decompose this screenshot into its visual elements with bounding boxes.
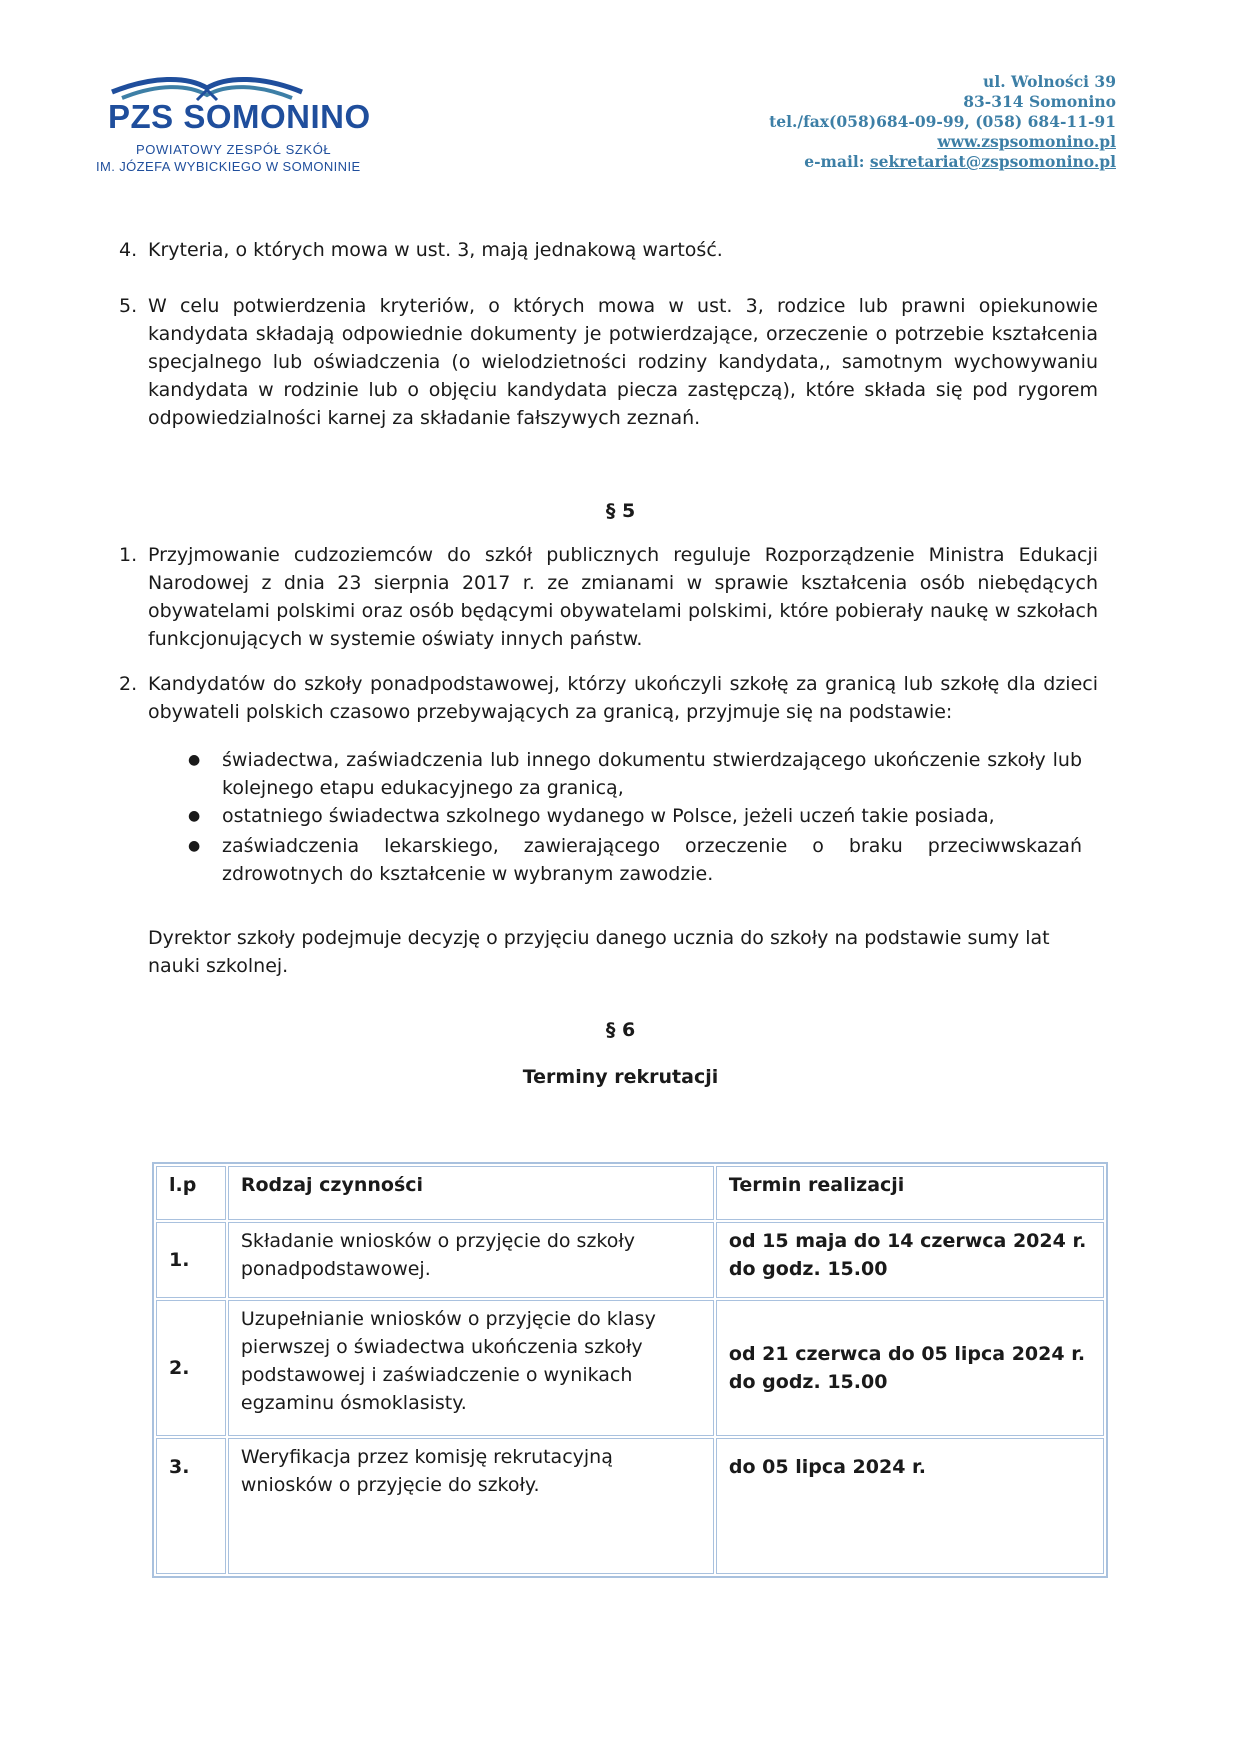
bullet-icon: ● <box>188 752 201 768</box>
website-link[interactable]: www.zspsomonino.pl <box>937 132 1116 151</box>
table-row <box>156 1438 1104 1574</box>
bullet-item: ostatniego świadectwa szkolnego wydanego w Polsce, jeżeli uczeń takie posiada, <box>222 805 995 827</box>
item-number: 2. <box>119 673 138 695</box>
phone-fax: tel./fax(058)684-09-99, (058) 684-11-91 <box>769 112 1116 131</box>
recruitment-schedule-table <box>152 1162 1108 1578</box>
email-label: e-mail: <box>804 152 870 171</box>
table-row <box>156 1300 1104 1436</box>
table-cell-deadline: do 05 lipca 2024 r. <box>716 1438 1104 1574</box>
table-header-cell: Termin realizacji <box>716 1166 1104 1220</box>
address-street: ul. Wolności 39 <box>983 72 1116 91</box>
item-number: 1. <box>119 544 138 566</box>
table-cell-number: 3. <box>156 1438 226 1574</box>
table-header-row <box>156 1166 1104 1220</box>
bullet-icon: ● <box>188 838 201 854</box>
bullet-item: zaświadczenia lekarskiego, zawierającego orzeczenie o braku przeciwwskazań zdrowotnych do kształcenie w wybranym zawodzie. <box>222 835 1082 885</box>
bullet-item: świadectwa, zaświadczenia lub innego dokumentu stwierdzającego ukończenie szkoły lub kolejnego etapu edukacyjnego za granicą, <box>222 749 1082 799</box>
table-cell-number: 2. <box>156 1300 226 1436</box>
item-text: Przyjmowanie cudzoziemców do szkół publicznych reguluje Rozporządzenie Ministra Edukacji Narodowej z dnia 23 sierpnia 2017 r. ze zmianami w sprawie kształcenia osób niebędących obywatelami polskimi oraz osób będącymi obywatelami polskimi, które pobierały naukę w szkołach funkcjonujących w systemie oświaty innych państw. <box>148 544 1098 650</box>
item-text: W celu potwierdzenia kryteriów, o których mowa w ust. 3, rodzice lub prawni opiekunowie kandydata składają odpowiednie dokumenty je potwierdzające, orzeczenie o potrzebie kształcenia specjalnego lub oświadczenia (o wielodzietności rodziny kandydata,, samotnym wychowywaniu kandydata w rodzinie lub o objęciu kandydata piecza zastępczą), które składa się pod rygorem odpowiedzialności karnej za składanie fałszywych zeznań. <box>148 295 1098 429</box>
section-heading: § 5 <box>605 500 636 522</box>
item-text: Kandydatów do szkoły ponadpodstawowej, którzy ukończyli szkołę za granicą lub szkołę dla dzieci obywateli polskich czasowo przebywających za granicą, przyjmuje się na podstawie: <box>148 673 1098 723</box>
table-cell-activity: Weryfikacja przez komisję rekrutacyjną wniosków o przyjęcie do szkoły. <box>228 1438 714 1574</box>
address-city: 83-314 Somonino <box>963 92 1116 111</box>
email-link[interactable]: sekretariat@zspsomonino.pl <box>869 152 1116 171</box>
item-number: 4. <box>119 239 138 261</box>
logo-subtitle-2: IM. JÓZEFA WYBICKIEGO W SOMONINIE <box>96 159 361 174</box>
table-header-cell: Rodzaj czynności <box>228 1166 714 1220</box>
item-text: Kryteria, o których mowa w ust. 3, mają jednakową wartość. <box>148 239 723 261</box>
table-cell-activity: Składanie wniosków o przyjęcie do szkoły ponadpodstawowej. <box>228 1222 714 1298</box>
table-cell-deadline: od 15 maja do 14 czerwca 2024 r. do godz. 15.00 <box>716 1222 1104 1298</box>
item-number: 5. <box>119 295 138 317</box>
bullet-icon: ● <box>188 808 201 824</box>
logo-subtitle-1: POWIATOWY ZESPÓŁ SZKÓŁ <box>136 142 332 157</box>
table-row <box>156 1222 1104 1298</box>
table-cell-activity: Uzupełnianie wniosków o przyjęcie do klasy pierwszej o świadectwa ukończenia szkoły podstawowej i zaświadczenie o wynikach egzaminu ósmoklasisty. <box>228 1300 714 1436</box>
table-header-cell: l.p <box>156 1166 226 1220</box>
section-heading: § 6 <box>605 1019 636 1041</box>
section-subheading: Terminy rekrutacji <box>522 1066 719 1088</box>
closing-paragraph: Dyrektor szkoły podejmuje decyzję o przyjęciu danego ucznia do szkoły na podstawie sumy lat nauki szkolnej. <box>148 927 1050 977</box>
contact-block <box>769 72 1116 172</box>
school-logo <box>92 70 422 180</box>
table-cell-deadline: od 21 czerwca do 05 lipca 2024 r. do godz. 15.00 <box>716 1300 1104 1436</box>
table-cell-number: 1. <box>156 1222 226 1298</box>
logo-title: PZS SOMONINO <box>108 98 371 135</box>
